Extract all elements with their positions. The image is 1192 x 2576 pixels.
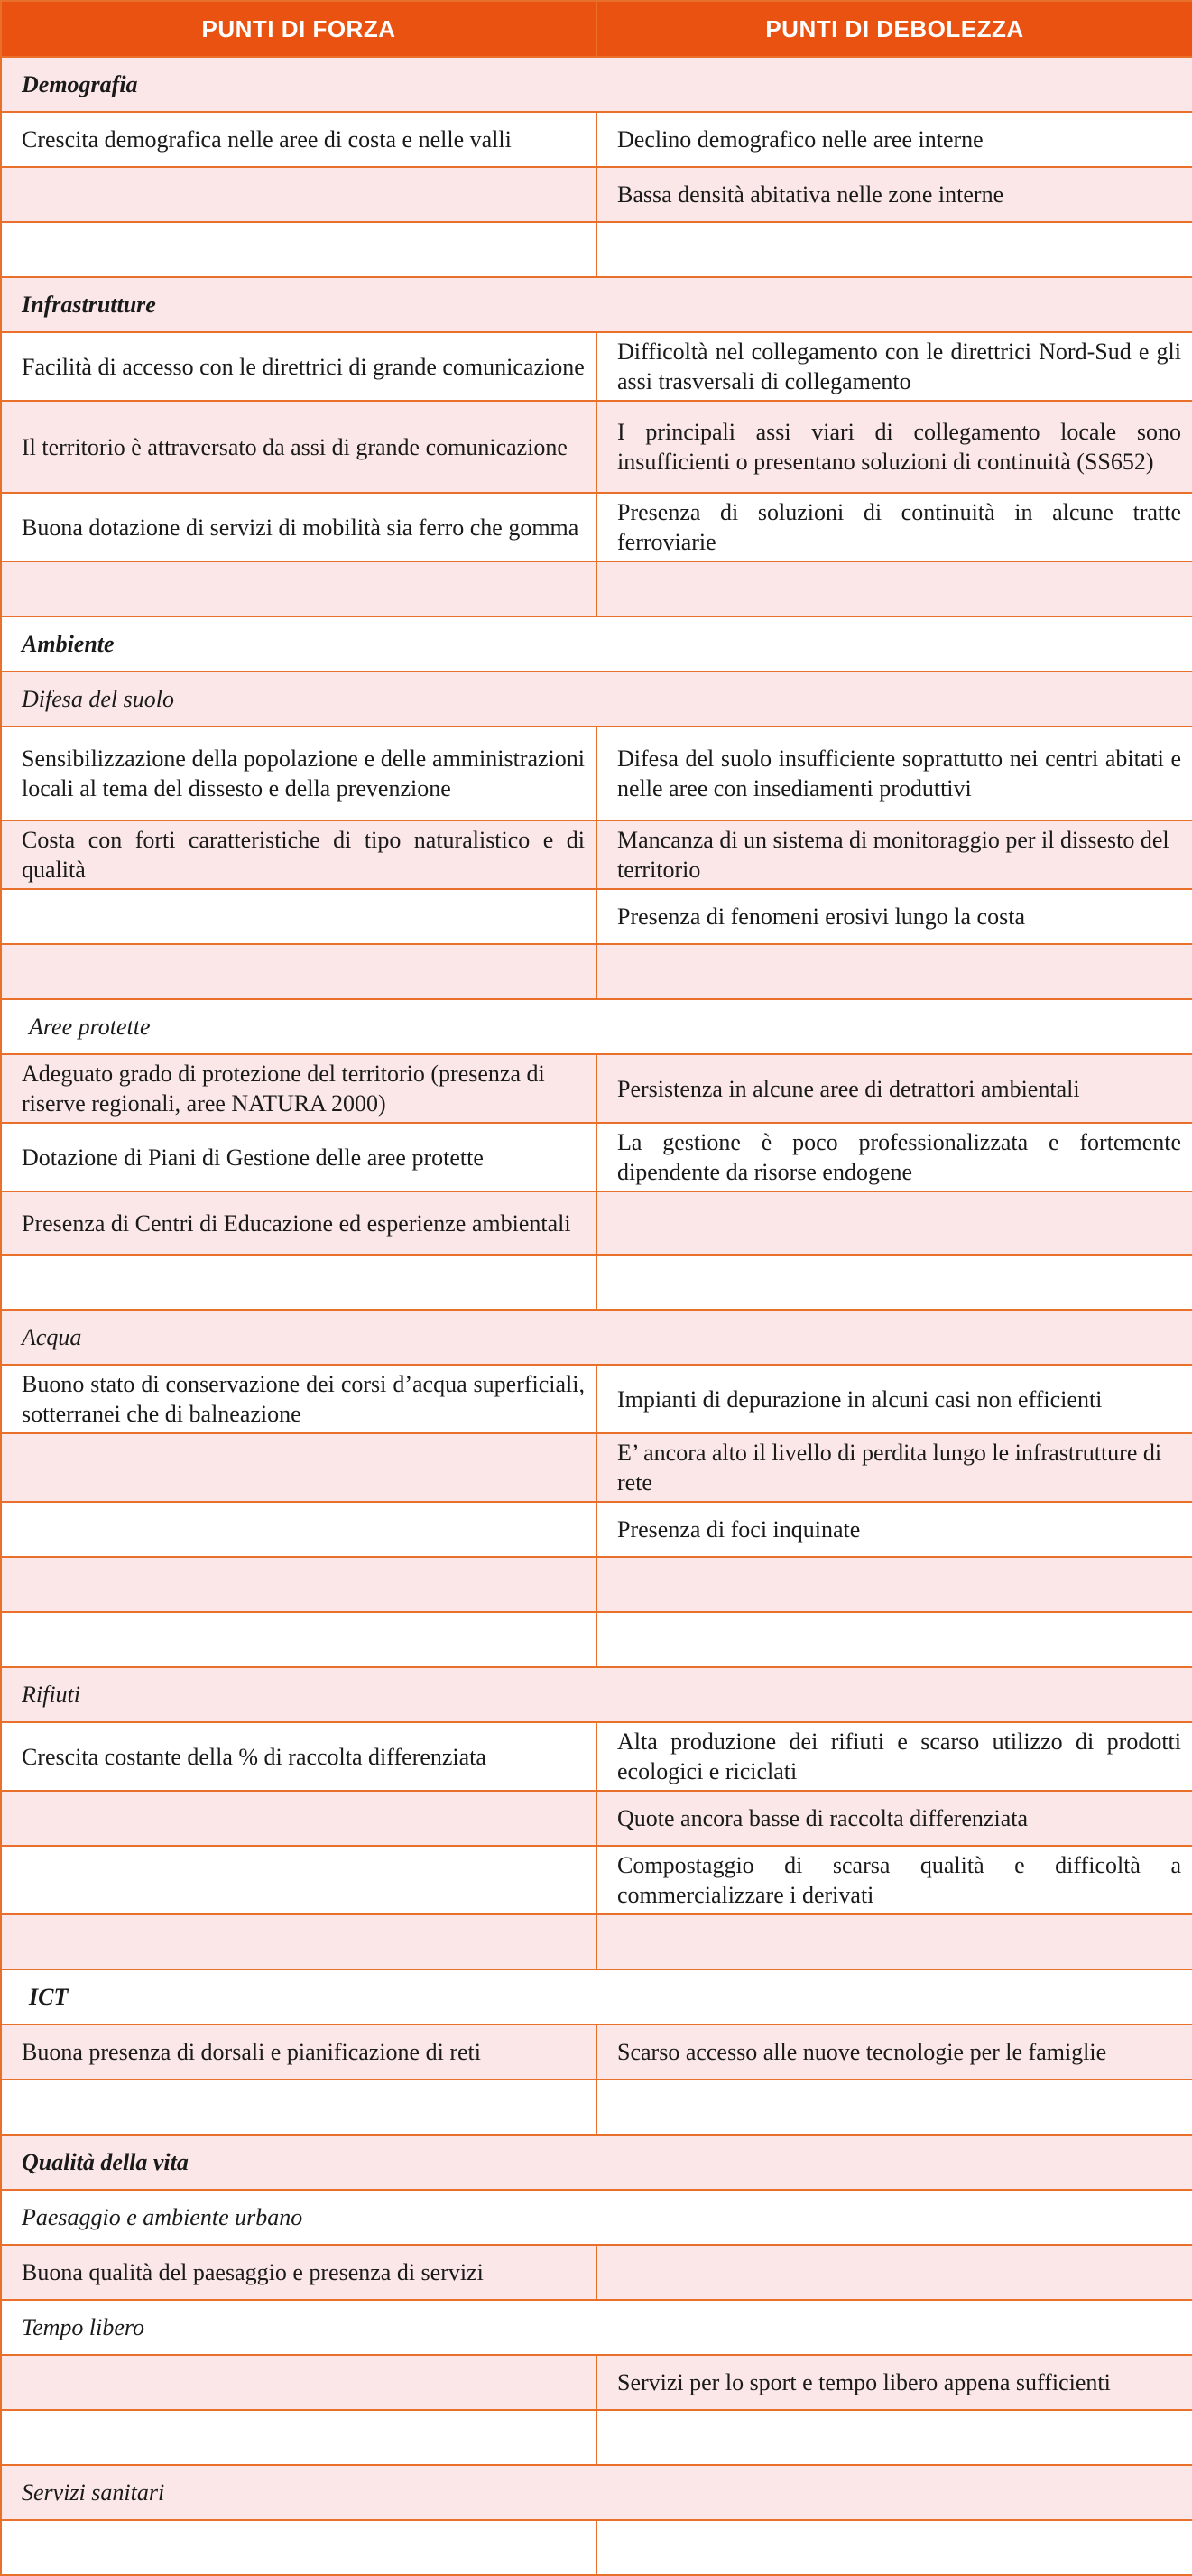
weakness-cell: I principali assi viari di collegamento locale sono insufficienti o presentano soluzioni di continuità (SS652)	[596, 401, 1192, 493]
strength-cell: Sensibilizzazione della popolazione e delle amministrazioni locali al tema del dissesto e della prevenzione	[1, 727, 596, 820]
table-row	[1, 1433, 1192, 1502]
empty-row	[1, 1255, 1192, 1310]
strength-cell: Buona presenza di dorsali e pianificazione di reti	[1, 2025, 596, 2080]
table-row	[1, 820, 1192, 889]
weakness-cell: Difficoltà nel collegamento con le direttrici Nord-Sud e gli assi trasversali di collegamento	[596, 332, 1192, 401]
weakness-cell	[596, 1914, 1192, 1969]
section-title-ict: ICT	[1, 1969, 1192, 2025]
subsection-title-difesa: Difesa del suolo	[1, 672, 1192, 727]
weakness-cell: Bassa densità abitativa nelle zone interne	[596, 167, 1192, 222]
empty-row	[1, 222, 1192, 277]
weakness-cell: Impianti di depurazione in alcuni casi non efficienti	[596, 1365, 1192, 1433]
strength-cell: Buono stato di conservazione dei corsi d’acqua superficiali, sotterranei che di balneazione	[1, 1365, 596, 1433]
empty-row	[1, 2080, 1192, 2135]
weakness-cell	[596, 561, 1192, 616]
section-row-qualita	[1, 2135, 1192, 2190]
section-title-ambiente: Ambiente	[1, 616, 1192, 672]
subsection-row-difesa	[1, 672, 1192, 727]
strength-cell: Crescita demografica nelle aree di costa e nelle valli	[1, 112, 596, 167]
header-row	[1, 1, 1192, 57]
subsection-title-tempo: Tempo libero	[1, 2300, 1192, 2355]
weakness-cell	[596, 2520, 1192, 2575]
empty-row	[1, 1612, 1192, 1667]
table-row	[1, 2355, 1192, 2410]
strength-cell	[1, 167, 596, 222]
weakness-cell	[596, 1557, 1192, 1612]
weakness-cell	[596, 222, 1192, 277]
table-row	[1, 1191, 1192, 1255]
empty-row	[1, 944, 1192, 999]
strength-cell	[1, 889, 596, 944]
strength-cell	[1, 1502, 596, 1557]
strength-cell	[1, 2410, 596, 2465]
weakness-cell: Compostaggio di scarsa qualità e difficoltà a commercializzare i derivati	[596, 1846, 1192, 1914]
subsection-row-sanitari	[1, 2465, 1192, 2520]
table-row	[1, 727, 1192, 820]
strengths-header: PUNTI DI FORZA	[1, 1, 596, 57]
weakness-cell: Scarso accesso alle nuove tecnologie per le famiglie	[596, 2025, 1192, 2080]
strength-cell: Crescita costante della % di raccolta differenziata	[1, 1722, 596, 1791]
table-row	[1, 1846, 1192, 1914]
section-row-ambiente	[1, 616, 1192, 672]
weakness-cell	[596, 1612, 1192, 1667]
subsection-title-acqua: Acqua	[1, 1310, 1192, 1365]
strength-cell: Adeguato grado di protezione del territorio (presenza di riserve regionali, aree NATURA 2000)	[1, 1054, 596, 1123]
weakness-cell: Declino demografico nelle aree interne	[596, 112, 1192, 167]
table-row	[1, 1365, 1192, 1433]
strength-cell	[1, 222, 596, 277]
weakness-cell: Quote ancora basse di raccolta differenziata	[596, 1791, 1192, 1846]
weakness-cell	[596, 944, 1192, 999]
subsection-row-tempo	[1, 2300, 1192, 2355]
strength-cell	[1, 1433, 596, 1502]
subsection-row-rifiuti	[1, 1667, 1192, 1722]
subsection-title-paesaggio: Paesaggio e ambiente urbano	[1, 2190, 1192, 2245]
strength-cell	[1, 1914, 596, 1969]
table-row	[1, 1123, 1192, 1191]
section-title-infrastrutture: Infrastrutture	[1, 277, 1192, 332]
table-row	[1, 1054, 1192, 1123]
weakness-cell	[596, 1191, 1192, 1255]
subsection-title-rifiuti: Rifiuti	[1, 1667, 1192, 1722]
section-row-demografia	[1, 57, 1192, 112]
weakness-cell: Persistenza in alcune aree di detrattori ambientali	[596, 1054, 1192, 1123]
strength-cell	[1, 1557, 596, 1612]
strength-cell: Buona dotazione di servizi di mobilità sia ferro che gomma	[1, 493, 596, 561]
weakness-cell: Alta produzione dei rifiuti e scarso utilizzo di prodotti ecologici e riciclati	[596, 1722, 1192, 1791]
section-title-demografia: Demografia	[1, 57, 1192, 112]
empty-row	[1, 1914, 1192, 1969]
weakness-cell: Presenza di soluzioni di continuità in alcune tratte ferroviarie	[596, 493, 1192, 561]
empty-row	[1, 1557, 1192, 1612]
subsection-row-paesaggio	[1, 2190, 1192, 2245]
weakness-cell	[596, 2245, 1192, 2300]
strength-cell	[1, 2355, 596, 2410]
strength-cell: Presenza di Centri di Educazione ed esperienze ambientali	[1, 1191, 596, 1255]
strength-cell	[1, 1612, 596, 1667]
weaknesses-header: PUNTI DI DEBOLEZZA	[596, 1, 1192, 57]
table-row	[1, 2025, 1192, 2080]
empty-row	[1, 561, 1192, 616]
subsection-row-acqua	[1, 1310, 1192, 1365]
subsection-title-aree: Aree protette	[1, 999, 1192, 1054]
table-row	[1, 1791, 1192, 1846]
table-row	[1, 401, 1192, 493]
weakness-cell: La gestione è poco professionalizzata e fortemente dipendente da risorse endogene	[596, 1123, 1192, 1191]
strength-cell: Facilità di accesso con le direttrici di grande comunicazione	[1, 332, 596, 401]
subsection-row-aree	[1, 999, 1192, 1054]
weakness-cell	[596, 2080, 1192, 2135]
strength-cell: Dotazione di Piani di Gestione delle aree protette	[1, 1123, 596, 1191]
subsection-title-sanitari: Servizi sanitari	[1, 2465, 1192, 2520]
strength-cell: Costa con forti caratteristiche di tipo naturalistico e di qualità	[1, 820, 596, 889]
weakness-cell	[596, 2410, 1192, 2465]
weakness-cell: Presenza di fenomeni erosivi lungo la costa	[596, 889, 1192, 944]
section-title-qualita: Qualità della vita	[1, 2135, 1192, 2190]
section-row-infrastrutture	[1, 277, 1192, 332]
weakness-cell: Difesa del suolo insufficiente soprattutto nei centri abitati e nelle aree con insediamenti produttivi	[596, 727, 1192, 820]
strength-cell: Buona qualità del paesaggio e presenza di servizi	[1, 2245, 596, 2300]
strength-cell	[1, 561, 596, 616]
table-row	[1, 889, 1192, 944]
weakness-cell: Servizi per lo sport e tempo libero appena sufficienti	[596, 2355, 1192, 2410]
table-row	[1, 167, 1192, 222]
table-row	[1, 332, 1192, 401]
weakness-cell: Presenza di foci inquinate	[596, 1502, 1192, 1557]
weakness-cell: E’ ancora alto il livello di perdita lungo le infrastrutture di rete	[596, 1433, 1192, 1502]
table-row	[1, 2245, 1192, 2300]
strength-cell	[1, 2520, 596, 2575]
strength-cell	[1, 944, 596, 999]
empty-row	[1, 2410, 1192, 2465]
table-row	[1, 1502, 1192, 1557]
table-row	[1, 493, 1192, 561]
weakness-cell: Mancanza di un sistema di monitoraggio per il dissesto del territorio	[596, 820, 1192, 889]
section-row-ict	[1, 1969, 1192, 2025]
empty-row	[1, 2520, 1192, 2575]
strength-cell	[1, 1846, 596, 1914]
strength-cell: Il territorio è attraversato da assi di grande comunicazione	[1, 401, 596, 493]
table-row	[1, 1722, 1192, 1791]
strength-cell	[1, 1255, 596, 1310]
table-row	[1, 112, 1192, 167]
weakness-cell	[596, 1255, 1192, 1310]
strength-cell	[1, 1791, 596, 1846]
strength-cell	[1, 2080, 596, 2135]
